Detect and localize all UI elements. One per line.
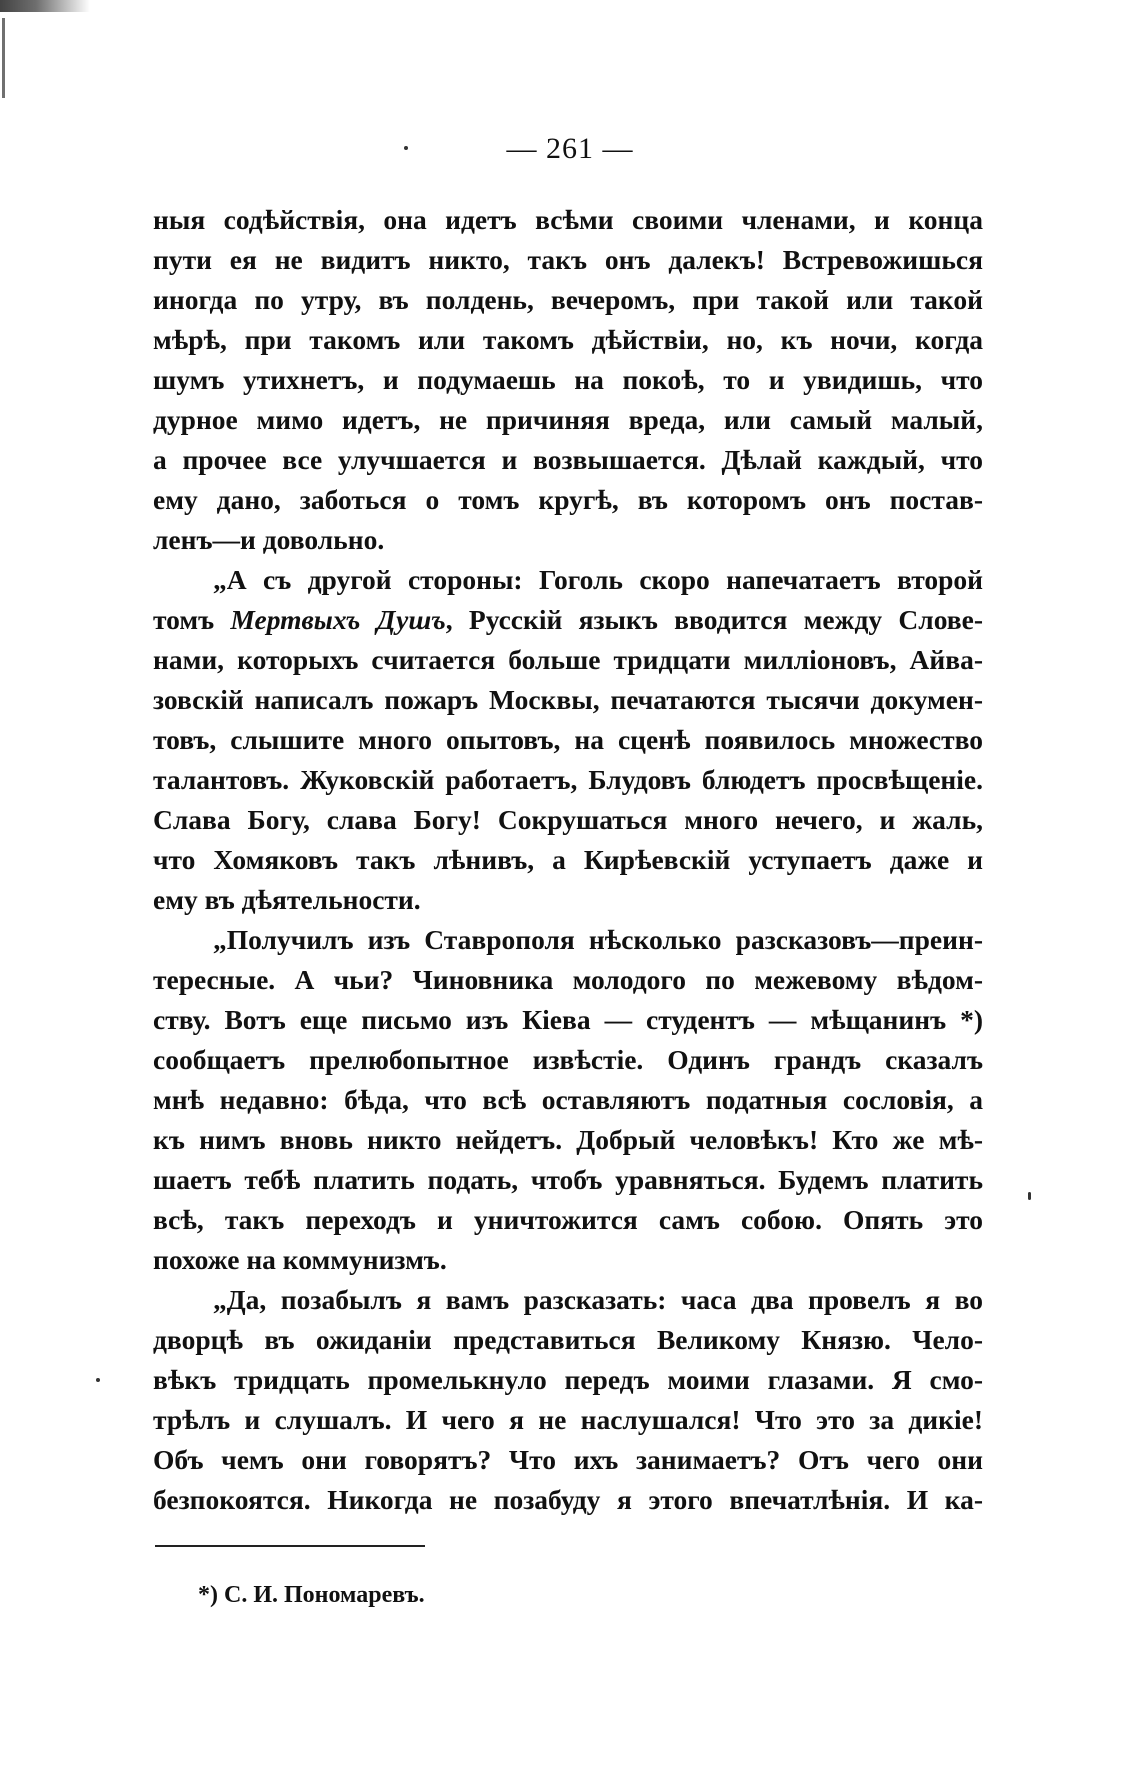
text-line: „А съ другой стороны: Гоголь скоро напечатаетъ второй [213, 564, 983, 595]
body-text [153, 200, 983, 1520]
paragraph [153, 560, 983, 920]
page-number: — 261 — [506, 132, 634, 165]
text-line: „Да, позабылъ я вамъ разсказать: часа два провелъ я во [213, 1284, 983, 1315]
text-line: ству. Вотъ еще письмо изъ Кіева — студентъ — мѣщанинъ *) [153, 1004, 983, 1035]
text-line: пути ея не видитъ никто, такъ онъ далекъ! Встревожишься [153, 244, 983, 275]
text-line: товъ, слышите много опытовъ, на сценѣ появилось множество [153, 724, 983, 755]
text-line: Объ чемъ они говорятъ? Что ихъ занимаетъ? Отъ чего они [153, 1444, 983, 1475]
text-line: дурное мимо идетъ, не причиняя вреда, или самый малый, [153, 404, 983, 435]
text-line: тересные. А чьи? Чиновника молодого по межевому вѣдом- [153, 964, 983, 995]
text-line: вѣкъ тридцать промелькнуло передъ моими глазами. Я смо- [153, 1364, 983, 1395]
text-line: ему въ дѣятельности. [153, 884, 421, 915]
text-line: трѣлъ и слушалъ. И чего я не наслушался! Что это за дикіе! [153, 1404, 983, 1435]
text-line: шаетъ тебѣ платить подать, чтобъ уравняться. Будемъ платить [153, 1164, 983, 1195]
scan-edge-mark [0, 0, 90, 12]
text-line: зовскій написалъ пожаръ Москвы, печатаются тысячи докумен- [153, 684, 983, 715]
text-line: „Получилъ изъ Ставрополя нѣсколько разсказовъ—преин- [213, 924, 983, 955]
text-line: безпокоятся. Никогда не позабуду я этого впечатлѣнія. И ка- [153, 1484, 983, 1515]
text-line: похоже на коммунизмъ. [153, 1244, 447, 1275]
book-title-italic: Мертвыхъ Душъ [230, 604, 446, 635]
text-line: иногда по утру, въ полдень, вечеромъ, при такой или такой [153, 284, 983, 315]
text-line: ныя содѣйствія, она идетъ всѣми своими членами, и конца [153, 204, 983, 235]
text-line: дворцѣ въ ожиданіи представиться Великому Князю. Чело- [153, 1324, 983, 1355]
scan-speck [96, 1378, 100, 1382]
text-line: всѣ, такъ переходъ и уничтожится самъ собою. Опять это [153, 1204, 983, 1235]
footnote-divider [155, 1545, 425, 1547]
scan-edge-mark-left [2, 18, 5, 98]
text-line: а прочее все улучшается и возвышается. Дѣлай каждый, что [153, 444, 983, 475]
text-line: томъ Мертвыхъ Душъ, Русскій языкъ вводится между Слове- [153, 604, 983, 635]
text-line: мнѣ недавно: бѣда, что всѣ оставляютъ податныя сословія, а [153, 1084, 983, 1115]
scan-speck [1028, 1192, 1031, 1200]
paragraph [153, 920, 983, 1280]
text-line: Слава Богу, слава Богу! Сокрушаться много нечего, и жаль, [153, 804, 983, 835]
text-line: шумъ утихнетъ, и подумаешь на покоѣ, то и увидишь, что [153, 364, 983, 395]
text-line: талантовъ. Жуковскій работаетъ, Блудовъ блюдетъ просвѣщеніе. [153, 764, 983, 795]
text-line: ему дано, заботься о томъ кругѣ, въ которомъ онъ постав- [153, 484, 983, 515]
footnote: *) С. И. Пономаревъ. [198, 1582, 425, 1608]
text-line: что Хомяковъ такъ лѣнивъ, а Кирѣевскій уступаетъ даже и [153, 844, 983, 875]
text-line: сообщаетъ прелюбопытное извѣстіе. Одинъ грандъ сказалъ [153, 1044, 983, 1075]
text-line: ленъ—и довольно. [153, 524, 385, 555]
text-line: къ нимъ вновь никто нейдетъ. Добрый человѣкъ! Кто же мѣ- [153, 1124, 983, 1155]
paragraph [153, 200, 983, 560]
text-line: мѣрѣ, при такомъ или такомъ дѣйствіи, но, къ ночи, когда [153, 324, 983, 355]
paragraph [153, 1280, 983, 1520]
text-line: нами, которыхъ считается больше тридцати милліоновъ, Айва- [153, 644, 983, 675]
